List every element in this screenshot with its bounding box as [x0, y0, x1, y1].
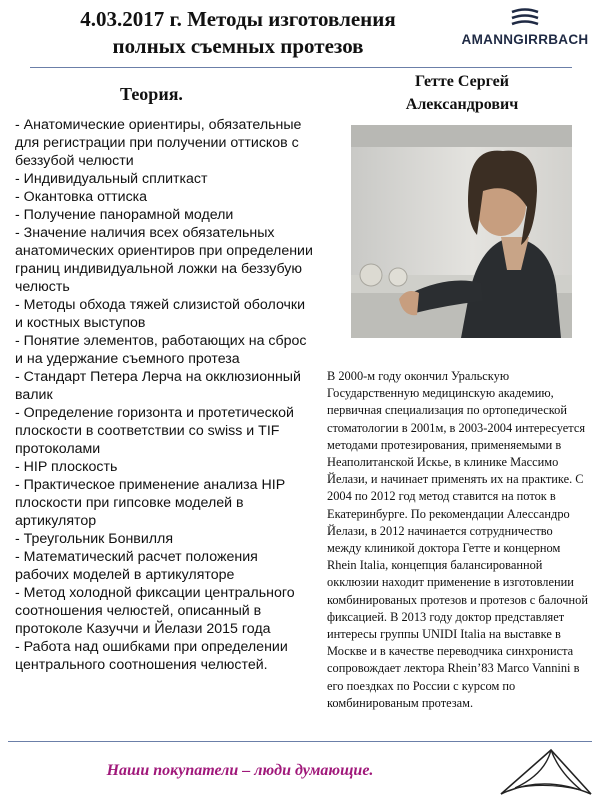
author-bio: В 2000-м году окончил Уральскую Государственную медицинскую академию, первичная специализация по ортопедической стоматологии в 2001м, в 2003-2004 интересуется методами протезирования, применяемыми в Неаполитанской Искье, в клинике Массимо Йелази, и начинает применять их на практике. С 2004 по 2012 год метод ставится на поток в Екатеринбурге. По рекомендации Алессандро Йелази, в 2012 начинается сотрудничество между клиникой доктора Гетте и концерном Rhein Italia, концепция балансированной окклюзии находит применение в изготовлении комбинированых протезов и протезов с балочной фиксацией. В 2013 году доктор представляет интересы группы UNIDI Italia на выставке в Москве и в качестве переводчика синхрониста сопровождает лектора Rhein’83 Marco Vannini в его поездках по России с курсом по комбинированым протезам. [327, 369, 588, 710]
theory-item: - Работа над ошибками при определении центрального соотношения челюстей. [15, 639, 288, 673]
title-line-2: полных съемных протезов [112, 34, 364, 58]
theory-item: - Стандарт Петера Лерча на окклюзионный валик [15, 369, 301, 403]
theory-item: - Окантовка оттиска [15, 189, 148, 205]
theory-item: - Треугольник Бонвилля [15, 531, 174, 547]
theory-heading: Теория. [120, 84, 183, 104]
theory-list [15, 116, 315, 674]
theory-item: - Понятие элементов, работающих на сброс и на удержание съемного протеза [15, 333, 307, 367]
theory-item: - HIP плоскость [15, 459, 118, 475]
theory-item: - Анатомические ориентиры, обязательные для регистрации при получении оттисков с беззубой челюсти [15, 117, 302, 169]
page-title [38, 6, 438, 60]
header-divider [30, 67, 572, 68]
brand-name: AMANNGIRRBACH [461, 32, 589, 47]
theory-item: - Определение горизонта и протетической плоскости в соответствии со swiss и TIF протоколами [15, 405, 294, 457]
footer-slogan: Наши покупатели – люди думающие. [106, 762, 374, 779]
title-line-1: 4.03.2017 г. Методы изготовления [80, 7, 396, 31]
theory-item: - Индивидуальный сплиткаст [15, 171, 208, 187]
author-name [362, 70, 562, 116]
brand-logo [455, 6, 595, 47]
theory-item: - Значение наличия всех обязательных анатомических ориентиров при определении границ индивидуальной ложки на беззубую челюсть [15, 225, 313, 295]
theory-item: - Практическое применение анализа HIP плоскости при гипсовке моделей в артикулятор [15, 477, 285, 529]
author-photo [351, 125, 572, 338]
theory-item: - Получение панорамной модели [15, 207, 234, 223]
author-name-line-1: Гетте Сергей [414, 73, 509, 90]
theory-item: - Математический расчет положения рабочих моделей в артикуляторе [15, 549, 258, 583]
theory-item: - Методы обхода тяжей слизистой оболочки и костных выступов [15, 297, 306, 331]
author-name-line-2: Александрович [405, 96, 519, 113]
theory-item: - Метод холодной фиксации центрального соотношения челюстей, описанный в протоколе Казуччи и Йелази 2015 года [15, 585, 295, 637]
triangle-swirl-icon [495, 744, 597, 800]
footer-divider [8, 741, 592, 742]
wave-lines-icon [508, 6, 542, 30]
